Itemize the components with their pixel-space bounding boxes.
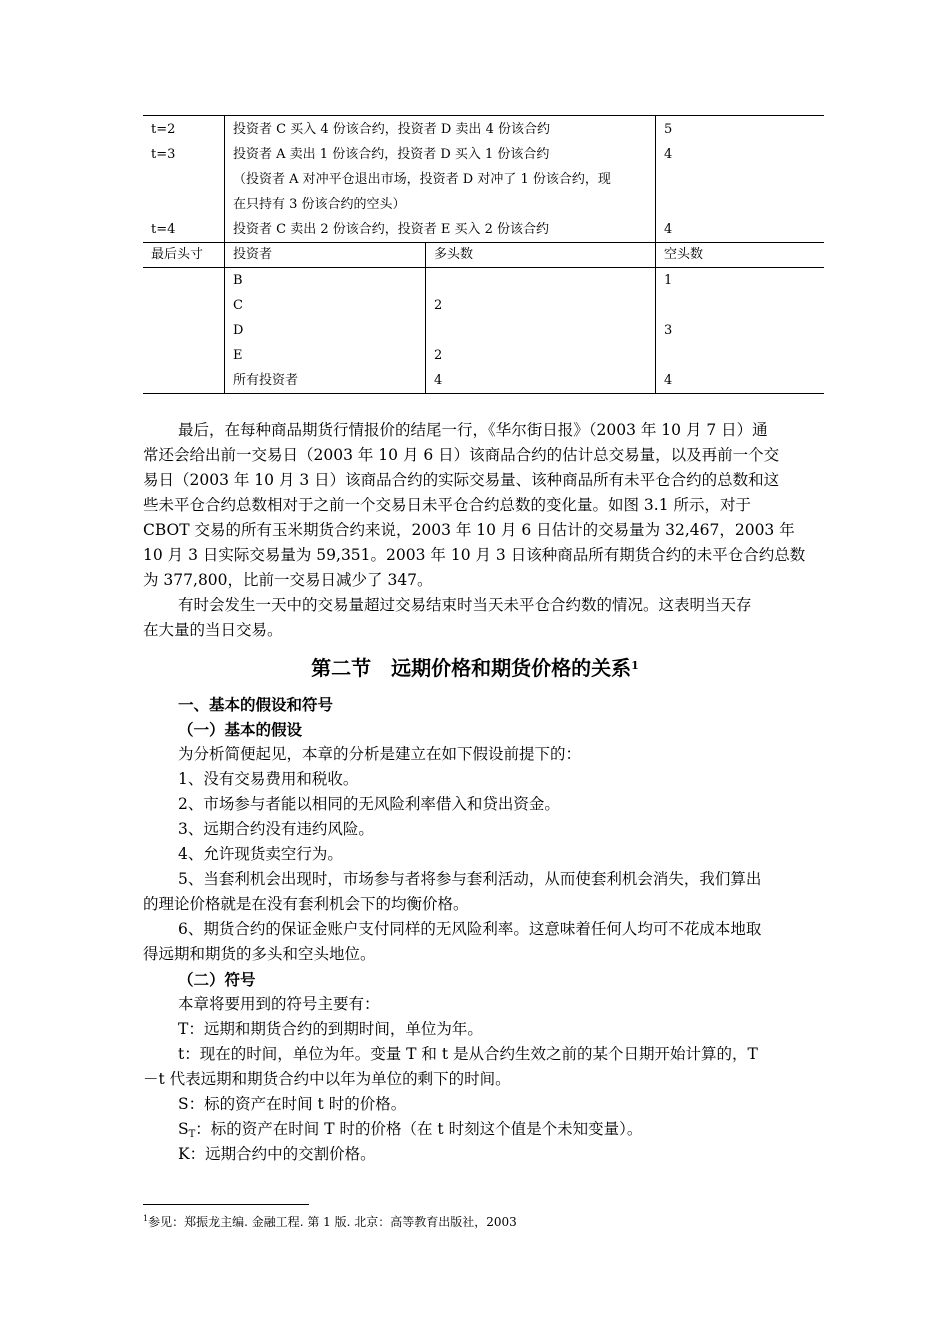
table-cell-investor: E	[233, 348, 243, 363]
symbol-definition: S：标的资产在时间 t 时的价格。	[178, 1095, 407, 1113]
list-item: 2、市场参与者能以相同的无风险利率借入和贷出资金。	[178, 795, 560, 813]
paragraph-line: 为 377,800，比前一交易日减少了 347。	[143, 571, 433, 589]
symbol-definition: $S_T$：标的资产在时间 T 时的价格（在 t 时刻这个值是个未知变量）。	[178, 1120, 643, 1140]
list-item: 5、当套利机会出现时，市场参与者将参与套利活动，从而使套利机会消失，我们算出	[178, 870, 762, 888]
table-cell-investor: 所有投资者	[233, 373, 299, 388]
table-cell-value: 4	[664, 222, 673, 237]
symbol-definition: t：现在的时间，单位为年。变量 T 和 t 是从合约生效之前的某个日期开始计算的，T	[178, 1045, 758, 1063]
table-cell-text: 投资者 C 买入 4 份该合约，投资者 D 卖出 4 份该合约	[233, 122, 550, 137]
table-cell-time: t=2	[151, 122, 176, 137]
table-cell-long: 2	[434, 348, 443, 363]
table-cell-time: t=4	[151, 222, 176, 237]
paragraph-line: 10 月 3 日实际交易量为 59,351。2003 年 10 月 3 日该种商品所有期货合约的未平仓合约总数	[143, 546, 806, 564]
subheading: 一、基本的假设和符号	[178, 695, 334, 714]
paragraph-line: 在大量的当日交易。	[143, 621, 283, 639]
footnote-rule	[143, 1204, 309, 1205]
table-cell-long: 2	[434, 298, 443, 313]
table-cell-value: 4	[664, 147, 673, 162]
table-col-divider	[655, 116, 656, 393]
table-cell-text: 在只持有 3 份该合约的空头）	[233, 197, 406, 212]
paragraph-line: 易日（2003 年 10 月 3 日）该商品合约的实际交易量、该种商品所有未平仓合约的总数和这	[143, 471, 780, 489]
paragraph-line: 最后，在每种商品期货行情报价的结尾一行，《华尔街日报》（2003 年 10 月 7 日）通	[178, 421, 768, 439]
table-cell-text: 投资者 A 卖出 1 份该合约，投资者 D 买入 1 份该合约	[233, 147, 550, 162]
footnote: $^1$参见：郑振龙主编. 金融工程. 第 1 版. 北京：高等教育出版社，2003	[143, 1214, 517, 1229]
paragraph-line: 些未平仓合约总数相对于之前一个交易日未平仓合约总数的变化量。如图 3.1 所示，对于	[143, 496, 752, 514]
symbol-definition: K：远期合约中的交割价格。	[178, 1145, 376, 1163]
assumptions-intro: 为分析简便起见，本章的分析是建立在如下假设前提下的：	[178, 745, 582, 763]
table-header-short: 空头数	[664, 247, 704, 262]
table-cell-investor: C	[233, 298, 243, 313]
list-item: 3、远期合约没有违约风险。	[178, 820, 374, 838]
symbols-intro: 本章将要用到的符号主要有：	[178, 995, 380, 1013]
table-row-divider	[143, 267, 824, 268]
subheading: （二）符号	[178, 970, 256, 989]
table-cell-short: 4	[664, 373, 673, 388]
table-header-long: 多头数	[434, 247, 474, 262]
table-cell-text: （投资者 A 对冲平仓退出市场，投资者 D 对冲了 1 份该合约，现	[233, 172, 611, 187]
table-cell-short: 3	[664, 323, 673, 338]
table-cell-investor: B	[233, 273, 243, 288]
table-header-label: 最后头寸	[151, 247, 204, 262]
subheading: （一）基本的假设	[178, 720, 303, 739]
symbol-definition: T：远期和期货合约的到期时间，单位为年。	[178, 1020, 483, 1038]
list-item: 4、允许现货卖空行为。	[178, 845, 343, 863]
table-cell-long: 4	[434, 373, 443, 388]
paragraph-line: CBOT 交易的所有玉米期货合约来说，2003 年 10 月 6 日估计的交易量为 32,467，2003 年	[143, 521, 795, 539]
table-col-divider	[425, 242, 426, 393]
paragraph-line: 常还会给出前一交易日（2003 年 10 月 6 日）该商品合约的估计总交易量，以及再前一个交	[143, 446, 780, 464]
table-cell-time: t=3	[151, 147, 176, 162]
list-item: 1、没有交易费用和税收。	[178, 770, 359, 788]
list-item: 的理论价格就是在没有套利机会下的均衡价格。	[143, 895, 469, 913]
positions-table	[143, 115, 824, 394]
list-item: 6、期货合约的保证金账户支付同样的无风险利率。这意味着任何人均可不花成本地取	[178, 920, 762, 938]
table-header-investor: 投资者	[233, 247, 273, 262]
table-cell-value: 5	[664, 122, 673, 137]
table-col-divider	[224, 116, 225, 393]
list-item: 得远期和期货的多头和空头地位。	[143, 945, 376, 963]
paragraph-line: 有时会发生一天中的交易量超过交易结束时当天未平仓合约数的情况。这表明当天存	[178, 596, 752, 614]
table-cell-short: 1	[664, 273, 673, 288]
table-cell-investor: D	[233, 323, 244, 338]
symbol-definition: －t 代表远期和期货合约中以年为单位的剩下的时间。	[143, 1070, 511, 1088]
section-title: 第二节 远期价格和期货价格的关系$^1$	[311, 656, 639, 680]
table-cell-text: 投资者 C 卖出 2 份该合约，投资者 E 买入 2 份该合约	[233, 222, 550, 237]
